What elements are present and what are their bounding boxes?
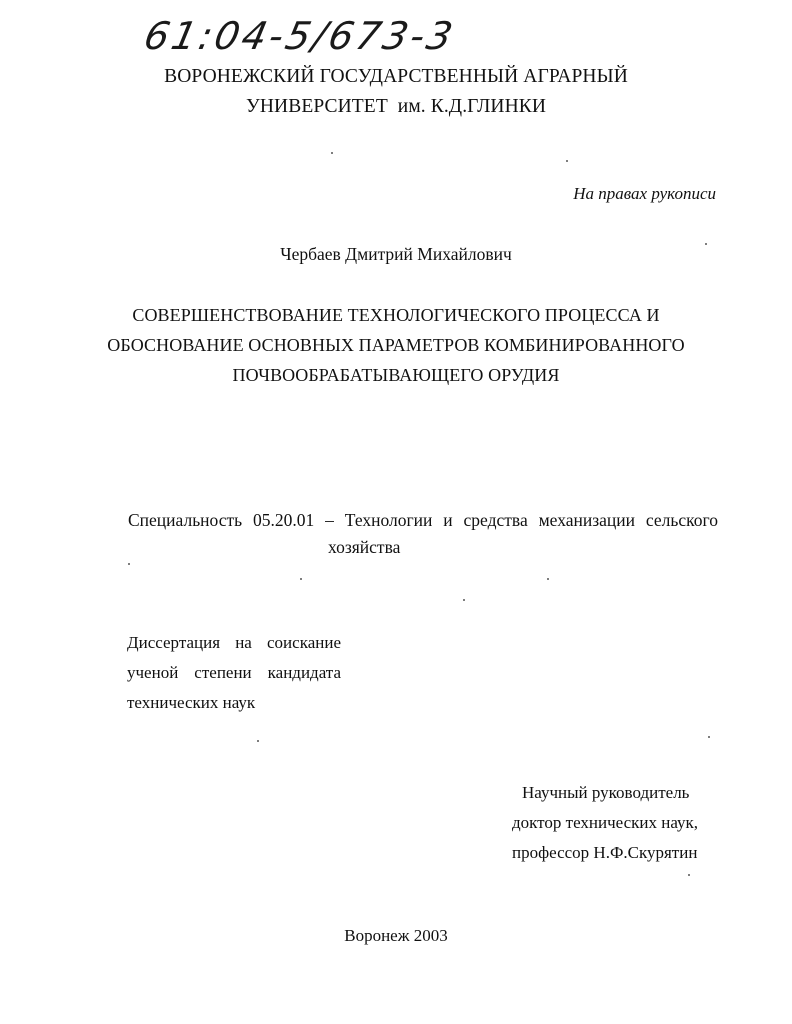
scan-speck [331, 152, 333, 154]
supervisor-label: Научный руководитель [522, 783, 690, 802]
scan-speck [300, 578, 302, 580]
scan-speck [708, 736, 710, 738]
scan-speck [463, 599, 465, 601]
university-name-line-1: ВОРОНЕЖСКИЙ ГОСУДАРСТВЕННЫЙ АГРАРНЫЙ [164, 66, 628, 87]
university-name-line-2: УНИВЕРСИТЕТ им. К.Д.ГЛИНКИ [245, 96, 547, 117]
thesis-title-line-1: СОВЕРШЕНСТВОВАНИЕ ТЕХНОЛОГИЧЕСКОГО ПРОЦЕССА И [132, 305, 660, 325]
archive-code-handwritten: 61:04-5/673-3 [140, 14, 460, 58]
scan-speck [547, 578, 549, 580]
dissertation-note-line-1: Диссертация на соискание [127, 633, 341, 652]
author-name: Чербаев Дмитрий Михайлович [280, 244, 512, 264]
manuscript-rights-note: На правах рукописи [573, 184, 716, 203]
dissertation-note-line-2: ученой степени кандидата [127, 663, 341, 682]
thesis-title-line-2: ОБОСНОВАНИЕ ОСНОВНЫХ ПАРАМЕТРОВ КОМБИНИРОВАННОГО [107, 335, 685, 355]
thesis-title-line-3: ПОЧВООБРАБАТЫВАЮЩЕГО ОРУДИЯ [232, 365, 560, 385]
city-year: Воронеж 2003 [344, 926, 448, 945]
scan-speck [705, 243, 707, 245]
scan-speck [566, 160, 568, 162]
specialty-line-1: Специальность 05.20.01 – Технологии и средства механизации сельского [128, 510, 718, 530]
scan-speck [257, 740, 259, 742]
scan-speck [688, 874, 690, 876]
specialty-line-2: хозяйства [328, 537, 401, 557]
scan-speck [128, 563, 130, 565]
supervisor-degree: доктор технических наук, [512, 813, 699, 832]
dissertation-note-line-3: технических наук [127, 693, 256, 712]
supervisor-name: профессор Н.Ф.Скурятин [512, 843, 698, 862]
